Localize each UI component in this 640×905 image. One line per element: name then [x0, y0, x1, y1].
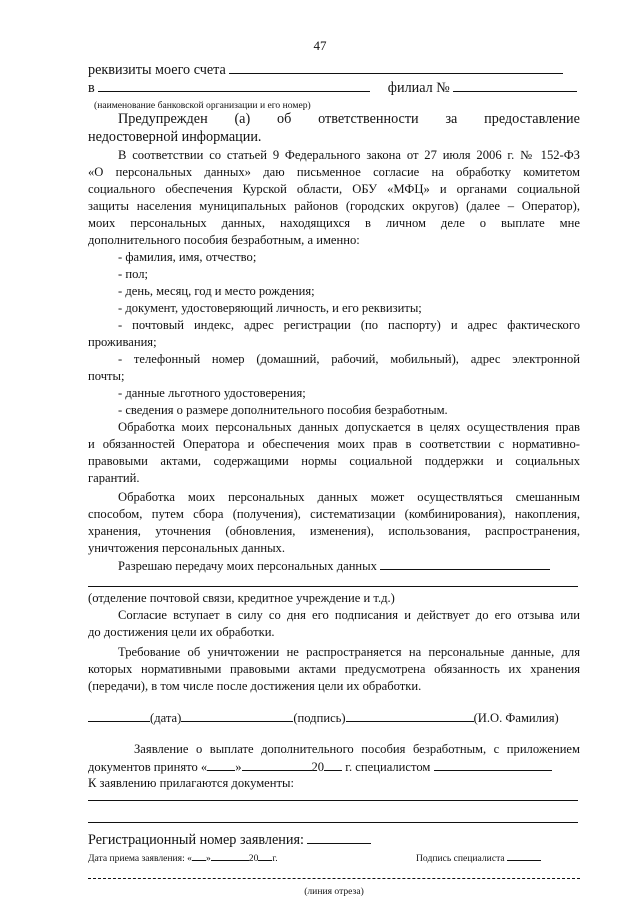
- receipt-year-field[interactable]: [258, 851, 272, 861]
- data-item: - сведения о размере дополнительного пособия безработным.: [118, 403, 448, 417]
- warning-line-2: недостоверной информации.: [88, 129, 262, 145]
- warning-word: предоставление: [484, 111, 580, 127]
- bank-prefix: в: [88, 80, 95, 96]
- receipt-day-field[interactable]: [192, 851, 206, 861]
- acceptance-date-quote: »: [235, 760, 242, 774]
- consent-line: моих персональных данных, находящихся в личном деле о выплате мне: [88, 216, 580, 230]
- acceptance-specialist-label: г. специалистом: [345, 760, 431, 774]
- data-item: - почтовый индекс, адрес регистрации (по паспорту) и адрес фактического: [118, 318, 580, 332]
- account-field[interactable]: [229, 62, 563, 74]
- consent-line: «О персональных данных» даю письменное согласие на обработку комитетом: [88, 165, 580, 179]
- receipt-date-label: Дата приема заявления: «: [88, 853, 192, 864]
- consent-line: дополнительного пособия безработным, а именно:: [88, 233, 360, 247]
- attached-label: К заявлению прилагаются документы:: [88, 776, 294, 790]
- purpose-line: Обработка моих персональных данных допускается в целях осуществления прав: [118, 420, 580, 434]
- account-label: реквизиты моего счета: [88, 62, 226, 78]
- name-caption: (И.О. Фамилия): [473, 711, 559, 725]
- data-item: почты;: [88, 369, 125, 383]
- cut-line-caption: (линия отреза): [304, 886, 364, 897]
- warning-word: (а): [234, 111, 251, 127]
- transfer-field[interactable]: [380, 558, 550, 570]
- warning-word: об: [277, 111, 292, 127]
- registration-label: Регистрационный номер заявления:: [88, 832, 304, 848]
- receipt-year-prefix: 20: [248, 853, 259, 864]
- specialist-signature-line: [416, 851, 580, 866]
- signature-row: [88, 710, 580, 726]
- data-item: - телефонный номер (домашний, рабочий, мобильный), адрес электронной: [118, 352, 580, 366]
- warning-word: Предупрежден: [118, 111, 208, 127]
- transfer-note: (отделение почтовой связи, кредитное учреждение и т.д.): [88, 591, 395, 605]
- date-field[interactable]: [88, 710, 150, 722]
- warning-line-1: [88, 112, 580, 127]
- purpose-line: гарантий.: [88, 471, 140, 485]
- method-line: уничтожения персональных данных.: [88, 541, 285, 555]
- attached-docs-field-1[interactable]: [88, 800, 578, 801]
- acceptance-date-open: документов принято «: [88, 760, 208, 774]
- attached-docs-field-2[interactable]: [88, 822, 578, 823]
- receipt-month-field[interactable]: [211, 851, 249, 861]
- warning-word: за: [445, 111, 458, 127]
- consent-line: социального обеспечения Курской области, ОБУ «МФЦ» и органами социальной: [88, 182, 580, 196]
- purpose-line: и обязанностей Оператора и обеспечения моих прав в соответствии с нормативно-: [88, 437, 580, 451]
- consent-line: В соответствии со статьей 9 Федерального закона от 27 июля 2006 г. № 152-ФЗ: [118, 148, 580, 162]
- acceptance-specialist-field[interactable]: [434, 759, 552, 771]
- data-item: - день, месяц, год и место рождения;: [118, 284, 315, 298]
- date-caption: (дата): [150, 711, 182, 725]
- acceptance-line-2: [88, 759, 580, 775]
- bank-note: (наименование банковской организации и его номер): [94, 100, 311, 111]
- method-line: способом, путем сбора (получения), систематизации (комбинирования), накопления,: [88, 507, 580, 521]
- branch-label: филиал №: [387, 80, 450, 96]
- specialist-signature-label: Подпись специалиста: [416, 853, 505, 864]
- acceptance-day-field[interactable]: [207, 759, 235, 771]
- account-line: [88, 62, 580, 78]
- method-line: хранения, уточнения (обновления, изменения), использования, распространения,: [88, 524, 580, 538]
- transfer-label: Разрешаю передачу моих персональных данных: [118, 559, 377, 573]
- transfer-field-2[interactable]: [88, 586, 578, 587]
- validity-line: Согласие вступает в силу со дня его подписания и действует до его отзыва или: [118, 608, 580, 622]
- acceptance-line-1: Заявление о выплате дополнительного пособия безработным, с приложением: [134, 742, 580, 756]
- bank-line: [88, 80, 580, 96]
- receipt-year-suffix: г.: [272, 853, 278, 864]
- page-number: 47: [313, 38, 327, 53]
- name-field[interactable]: [346, 710, 474, 722]
- acceptance-year-field[interactable]: [324, 759, 342, 771]
- signature-caption: (подпись): [293, 711, 346, 725]
- acceptance-year-prefix: 20: [311, 760, 325, 774]
- purpose-line: правовыми актами, содержащими нормы социальной поддержки и социальных: [88, 454, 580, 468]
- specialist-signature-field[interactable]: [507, 851, 541, 861]
- receipt-date-quote: »: [205, 853, 211, 864]
- validity-line: до достижения цели их обработки.: [88, 625, 275, 639]
- registration-number-field[interactable]: [307, 832, 371, 844]
- destruction-line: которых нормативными правовыми актами предусмотрена обязанность их хранения: [88, 662, 580, 676]
- transfer-line: [88, 558, 610, 574]
- bank-name-field[interactable]: [98, 80, 370, 92]
- method-line: Обработка моих персональных данных может осуществляться смешанным: [118, 490, 580, 504]
- destruction-line: Требование об уничтожении не распространяется на персональные данные, для: [118, 645, 580, 659]
- data-item: - пол;: [118, 267, 148, 281]
- data-item: проживания;: [88, 335, 157, 349]
- branch-number-field[interactable]: [453, 80, 577, 92]
- signature-field[interactable]: [181, 710, 293, 722]
- warning-word: ответственности: [318, 111, 419, 127]
- acceptance-month-field[interactable]: [242, 759, 312, 771]
- registration-line: [88, 832, 580, 848]
- consent-line: защиты населения муниципальных районов (городских округов) (далее – Оператор),: [88, 199, 580, 213]
- data-item: - документ, удостоверяющий личность, и его реквизиты;: [118, 301, 422, 315]
- destruction-line: (передачи), в том числе после достижения цели их обработки.: [88, 679, 422, 693]
- data-item: - данные льготного удостоверения;: [118, 386, 306, 400]
- cut-line: [88, 878, 580, 879]
- data-item: - фамилия, имя, отчество;: [118, 250, 257, 264]
